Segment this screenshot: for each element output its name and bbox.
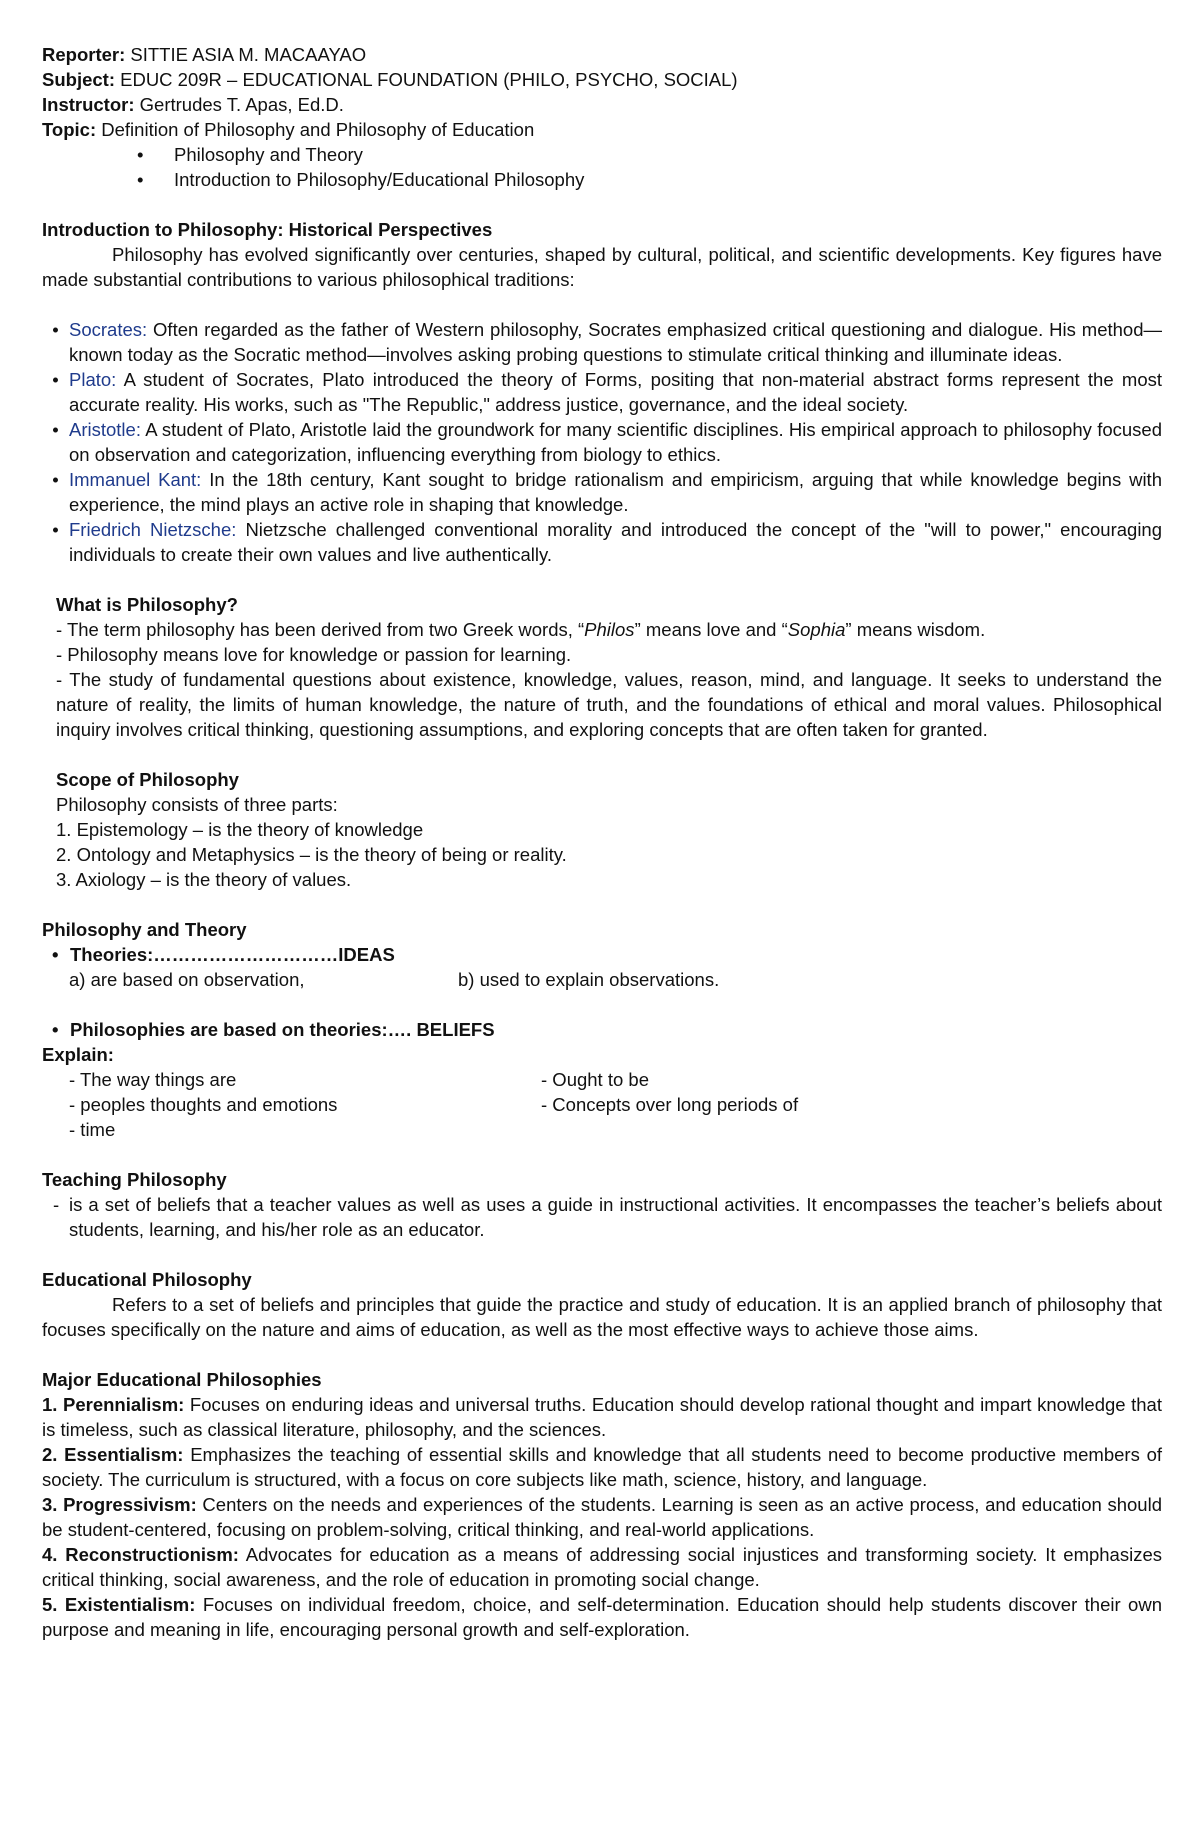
philosophy-label: 2. Essentialism: — [42, 1444, 184, 1465]
topic-line — [42, 117, 1162, 142]
scope-item: 1. Epistemology – is the theory of knowledge — [56, 819, 424, 840]
figure-name: Aristotle: — [69, 419, 141, 440]
philosophy-item — [42, 1592, 1162, 1642]
figure-name: Socrates: — [69, 319, 148, 340]
teaching-text: is a set of beliefs that a teacher values as well as uses a guide in instructional activities. It encompasses the teacher’s beliefs about students, learning, and his/her role as an educator. — [69, 1194, 1162, 1240]
subject-label: Subject: — [42, 69, 115, 90]
scope-intro: Philosophy consists of three parts: — [56, 794, 338, 815]
philosophy-item — [42, 1442, 1162, 1492]
bullet-icon: • — [52, 519, 59, 540]
philosophy-text: Emphasizes the teaching of essential skills and knowledge that all students need to become productive members of society. The curriculum is structured, with a focus on core subjects like math, science, history, and language. — [42, 1444, 1163, 1490]
instructor-label: Instructor: — [42, 94, 135, 115]
bullet-icon: • — [52, 469, 59, 490]
explain-left: - The way things are — [69, 1069, 237, 1090]
philosophy-label: 1. Perennialism: — [42, 1394, 185, 1415]
bullet-icon: • — [137, 169, 144, 190]
educational-text: Refers to a set of beliefs and principles that guide the practice and study of education. It is an applied branch of philosophy that focuses specifically on the nature and aims of education, as well as the most effective ways to achieve those aims. — [42, 1294, 1162, 1340]
figure-name: Plato: — [69, 369, 117, 390]
explain-right: - Ought to be — [541, 1069, 649, 1090]
theories-text: Theories:…………………………IDEAS — [70, 944, 395, 965]
intro-paragraph: Philosophy has evolved significantly over centuries, shaped by cultural, political, and scientific developments. Key figures have made substantial contributions to various philosophical traditions: — [42, 244, 1162, 290]
topic-item-text: Philosophy and Theory — [174, 144, 363, 165]
reporter-label: Reporter: — [42, 44, 126, 65]
topic-item — [42, 142, 1162, 167]
dash-marker: - — [53, 1194, 60, 1215]
scope-item: 2. Ontology and Metaphysics – is the theory of being or reality. — [56, 844, 567, 865]
what-text: - The term philosophy has been derived from two Greek words, “ — [56, 619, 585, 640]
figure-name: Immanuel Kant: — [69, 469, 202, 490]
philosophy-item — [42, 1392, 1162, 1442]
major-heading: Major Educational Philosophies — [42, 1369, 322, 1390]
bullet-icon: • — [52, 369, 59, 390]
explain-left: - peoples thoughts and emotions — [69, 1094, 338, 1115]
sophia-word: Sophia — [787, 619, 846, 640]
explain-label: Explain: — [42, 1044, 114, 1065]
intro-heading: Introduction to Philosophy: Historical Perspectives — [42, 219, 493, 240]
educational-heading: Educational Philosophy — [42, 1269, 252, 1290]
philosophy-label: 4. Reconstructionism: — [42, 1544, 239, 1565]
philosophy-item — [42, 1542, 1162, 1592]
list-item — [42, 317, 1162, 367]
philosophy-text: Focuses on individual freedom, choice, and self-determination. Education should help students discover their own purpose and meaning in life, encouraging personal growth and self-exploration. — [42, 1594, 1162, 1640]
observation-row — [42, 967, 1162, 992]
list-item — [42, 517, 1162, 567]
reporter-name: SITTIE ASIA M. MACAAYAO — [130, 44, 367, 65]
instructor-name: Gertrudes T. Apas, Ed.D. — [139, 94, 344, 115]
explain-row — [42, 1092, 1162, 1117]
scope-heading: Scope of Philosophy — [56, 769, 239, 790]
philosophy-label: 5. Existentialism: — [42, 1594, 196, 1615]
what-line-3: - The study of fundamental questions about existence, knowledge, values, reason, mind, and language. It seeks to understand the nature of reality, the limits of human knowledge, the nature of truth, and the foundations of ethical and moral values. Philosophical inquiry involves critical thinking, questioning assumptions, and exploring concepts that are often taken for granted. — [56, 669, 1162, 740]
explain-right — [541, 1117, 1162, 1142]
reporter-line — [42, 42, 1162, 67]
bullet-icon: • — [52, 1019, 59, 1040]
teaching-heading: Teaching Philosophy — [42, 1169, 227, 1190]
philosophy-label: 3. Progressivism: — [42, 1494, 197, 1515]
philosophy-text: Advocates for education as a means of addressing social injustices and transforming society. It emphasizes critical thinking, social awareness, and the role of education in promoting social change. — [42, 1544, 1162, 1590]
explain-right: - Concepts over long periods of — [541, 1094, 799, 1115]
list-item — [42, 417, 1162, 467]
subject-value: EDUC 209R – EDUCATIONAL FOUNDATION (PHILO, PSYCHO, SOCIAL) — [120, 69, 738, 90]
figure-text: A student of Plato, Aristotle laid the groundwork for many scientific disciplines. His empirical approach to philosophy focused on observation and categorization, influencing everything from biology to ethics. — [69, 419, 1162, 465]
what-line-2: - Philosophy means love for knowledge or passion for learning. — [56, 644, 572, 665]
topic-label: Topic: — [42, 119, 97, 140]
teaching-item — [42, 1192, 1162, 1242]
beliefs-line — [42, 1017, 1162, 1042]
figure-name: Friedrich Nietzsche: — [69, 519, 237, 540]
topic-item — [42, 167, 1162, 192]
what-heading: What is Philosophy? — [56, 594, 238, 615]
what-line-1 — [56, 617, 1162, 642]
what-section — [42, 592, 1162, 892]
topic-item-text: Introduction to Philosophy/Educational Philosophy — [174, 169, 585, 190]
beliefs-text: Philosophies are based on theories:…. BELIEFS — [70, 1019, 495, 1040]
bullet-icon: • — [52, 944, 59, 965]
list-item — [42, 367, 1162, 417]
philos-word: Philos — [584, 619, 635, 640]
what-text: ” means love and “ — [634, 619, 788, 640]
figure-text: A student of Socrates, Plato introduced the theory of Forms, positing that non-material abstract forms represent the most accurate reality. His works, such as "The Republic," address justice, governance, and the ideal society. — [69, 369, 1162, 415]
list-item — [42, 467, 1162, 517]
bullet-icon: • — [52, 319, 59, 340]
observation-b: b) used to explain observations. — [458, 969, 720, 990]
what-text: ” means wisdom. — [845, 619, 986, 640]
figure-text: Often regarded as the father of Western philosophy, Socrates emphasized critical questioning and dialogue. His method—known today as the Socratic method—involves asking probing questions to stimulate critical thinking and illuminate ideas. — [69, 319, 1162, 365]
subject-line — [42, 67, 1162, 92]
figure-text: Nietzsche challenged conventional morality and introduced the concept of the "will to power," encouraging individuals to create their own values and live authentically. — [69, 519, 1163, 565]
explain-row — [42, 1067, 1162, 1092]
scope-item: 3. Axiology – is the theory of values. — [56, 869, 352, 890]
explain-row — [42, 1117, 1162, 1142]
observation-a: a) are based on observation, — [69, 969, 305, 990]
theories-line — [42, 942, 1162, 967]
explain-left: - time — [69, 1119, 116, 1140]
philosophy-text: Centers on the needs and experiences of the students. Learning is seen as an active process, and education should be student-centered, focusing on problem-solving, critical thinking, and real-world applications. — [42, 1494, 1162, 1540]
bullet-icon: • — [52, 419, 59, 440]
philosophy-text: Focuses on enduring ideas and universal truths. Education should develop rational thought and impart knowledge that is timeless, such as classical literature, philosophy, and the sciences. — [42, 1394, 1162, 1440]
bullet-icon: • — [137, 144, 144, 165]
theory-heading: Philosophy and Theory — [42, 919, 247, 940]
topic-value: Definition of Philosophy and Philosophy of Education — [101, 119, 535, 140]
philosophy-item — [42, 1492, 1162, 1542]
instructor-line — [42, 92, 1162, 117]
figure-text: In the 18th century, Kant sought to bridge rationalism and empiricism, arguing that while knowledge begins with experience, the mind plays an active role in shaping that knowledge. — [69, 469, 1162, 515]
